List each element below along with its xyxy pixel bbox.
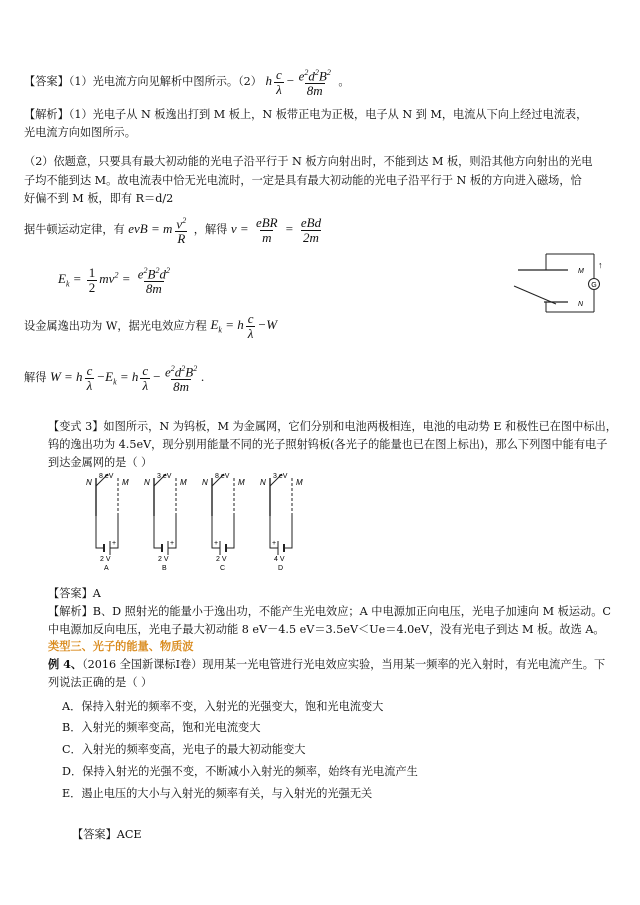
- label-n: N: [260, 478, 266, 487]
- label-m: M: [180, 478, 187, 487]
- answer-line-1: 【答案】（1）光电流方向见解析中图所示。（2） h $\frac{c}{\lambda}$ − $\frac{e^2d^2B^2}{8m}$ 。: [24, 66, 350, 99]
- photon-energy-label: 3 eV: [157, 473, 172, 480]
- wire-right: [284, 516, 292, 548]
- battery-plus-sign: +: [214, 540, 219, 547]
- newton-formula: evB = m $\frac{v^2}{R}$: [128, 216, 187, 247]
- battery-plus-sign: +: [272, 540, 277, 547]
- analysis3-line1: 【解析】B、D 照射光的能量小于逸出功，不能产生光电效应；A 中电源加正向电压，光电子加速向 M 板运动。C: [48, 605, 611, 618]
- svg-text:M: M: [578, 268, 584, 275]
- option-letter: B: [162, 565, 167, 572]
- example4-label: 例 4、: [48, 657, 83, 671]
- w-formula: W = h $\frac{c}{\lambda}$ $-E_k = h$ $\frac{c}{\lambda}$ − $\frac{e^2d^2B^2}{8m}$ .: [49, 362, 205, 395]
- light-ray: [514, 286, 556, 304]
- battery-voltage-label: 4 V: [274, 556, 285, 563]
- variant3-line2: 钨的逸出功为 4.5eV，现分别用能量不同的光子照射钨板(各光子的能量也已在图上标出)，那么下列图中能有电子: [48, 438, 608, 451]
- section-heading: 类型三、光子的能量、物质波: [48, 639, 194, 653]
- photon-energy-label: 8 eV: [215, 473, 230, 480]
- option-letter: C: [220, 565, 226, 572]
- photoelectric-equation: $E_k = h$ $\frac{c}{\lambda}$ −W: [210, 311, 278, 341]
- wire-left: [154, 516, 162, 548]
- option-d: D．保持入射光的光强不变，不断减小入射光的频率，始终有光电流产生: [62, 765, 418, 778]
- wire-right: [226, 516, 234, 548]
- analysis3-line2: 中电源加反向电压，光电子最大初动能 8 eV－4.5 eV＝3.5eV＜Ue＝4.0eV，没有光电子到达 M 板。故选 A。: [48, 623, 605, 636]
- plates-figure: [508, 246, 612, 320]
- option-a: A．保持入射光的频率不变，入射光的光强变大，饱和光电流变大: [62, 700, 384, 713]
- workfn-line: 设金属逸出功为 W，据光电效应方程 $E_k = h$ $\frac{c}{\lambda}$ −W: [24, 311, 278, 341]
- answer-formula: h $\frac{c}{\lambda}$ − $\frac{e^2d^2B^2}{8m}$: [265, 66, 331, 99]
- analysis2-line1: （2）依题意，只要具有最大初动能的光电子沿平行于 N 板方向射出时，不能到达 M 板，则沿其他方向射出的光电: [24, 155, 593, 168]
- circuits-figure: [82, 470, 312, 572]
- label-m: M: [238, 478, 245, 487]
- battery-voltage-label: 2 V: [158, 556, 169, 563]
- analysis2-line2: 子均不能到达 M。故电流表中恰无光电流时，一定是具有最大初动能的光电子沿平行于 N 板的方向进入磁场，恰: [24, 174, 582, 187]
- label-n: N: [86, 478, 92, 487]
- ek-formula: $E_k$ = $\frac{1}{2}$ $mv^2$ = $\frac{e^2B^2d^2}{8m}$: [58, 264, 170, 297]
- battery-voltage-label: 2 V: [216, 556, 227, 563]
- current-arrow-icon: ↑: [598, 260, 603, 270]
- svg-text:G: G: [591, 282, 597, 289]
- analysis1-line2: 光电流方向如图所示。: [24, 126, 136, 139]
- label-m: M: [296, 478, 303, 487]
- answer-text: 【答案】（1）光电流方向见解析中图所示。（2）: [24, 75, 262, 89]
- option-c: C．入射光的频率变高，光电子的最大初动能变大: [62, 743, 306, 756]
- velocity-formula: v = $\frac{\text{eBR}}{m}$ = $\frac{\text{eBd}}{2m}$: [230, 214, 322, 245]
- option-letter: D: [278, 565, 284, 572]
- option-b: B．入射光的频率变高，饱和光电流变大: [62, 721, 261, 734]
- photon-energy-label: 3 eV: [273, 473, 288, 480]
- battery-voltage-label: 2 V: [100, 556, 111, 563]
- label-n: N: [144, 478, 150, 487]
- analysis2-line3: 好偏不到 M 板，即有 R＝d/2: [24, 192, 174, 205]
- photon-energy-label: 8 eV: [99, 473, 114, 480]
- example4-line2: 列说法正确的是（ ）: [48, 676, 153, 689]
- example4-line1: 例 4、（2016 全国新课标Ⅰ卷）现用某一光电管进行光电效应实验，当用某一频率的光入射时，有光电流产生。下: [48, 657, 606, 671]
- option-e: E．遏止电压的大小与入射光的频率有关，与入射光的光强无关: [62, 787, 373, 800]
- label-n: N: [202, 478, 208, 487]
- battery-plus-sign: +: [112, 540, 117, 547]
- variant3-line1: 【变式 3】如图所示，N 为钨板，M 为金属网，它们分别和电池两极相连，电池的电动势 E 和极性已在图中标出，: [48, 420, 617, 433]
- variant3-line3: 到达金属网的是（ ）: [48, 456, 153, 469]
- battery-plus-sign: +: [170, 540, 175, 547]
- wire-left: [96, 516, 104, 548]
- newton-line: 据牛顿运动定律，有 evB = m $\frac{v^2}{R}$ ，解得 v = $\frac{\text{eBR}}{m}$ = $\frac{\text{eBd}}{2m}$: [24, 214, 325, 246]
- analysis1-line1: 【解析】（1）光电子从 N 板逸出打到 M 板上，N 板带正电为正极，电子从 N 到 M，电流从下向上经过电流表，: [24, 108, 588, 121]
- label-m: M: [122, 478, 129, 487]
- svg-text:N: N: [578, 301, 584, 308]
- solve-line: 解得 W = h $\frac{c}{\lambda}$ $-E_k = h$ $\frac{c}{\lambda}$ − $\frac{e^2d^2B^2}{8m}$ .: [24, 362, 205, 395]
- answer2: 【答案】A: [48, 587, 101, 600]
- option-letter: A: [104, 565, 109, 572]
- answer3: 【答案】ACE: [72, 828, 142, 841]
